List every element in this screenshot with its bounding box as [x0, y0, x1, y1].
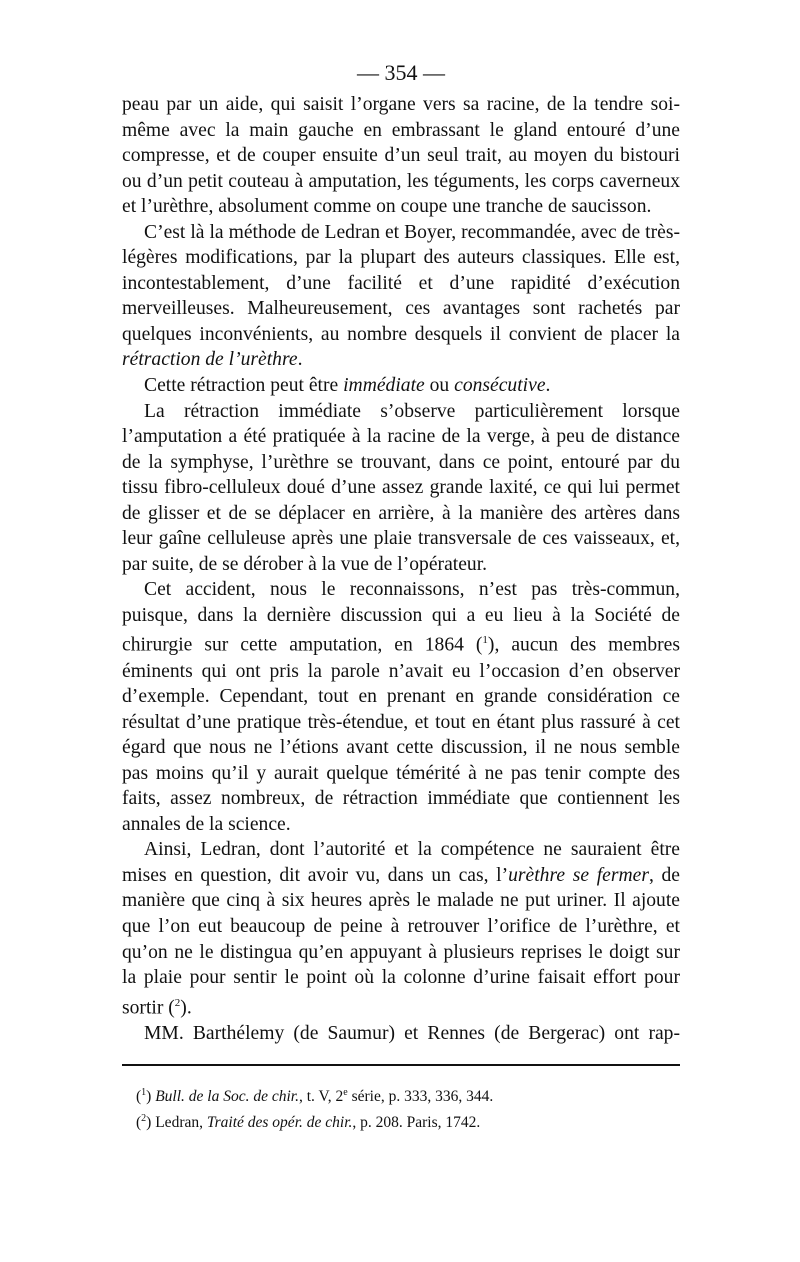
paragraph-2-text-a: C’est là la méthode de Ledran et Boyer, recommandée, avec de très-légères modifications, par la plupart des auteurs classiques. Elle est, incontestablement, d’une facilité et d’une rapidité d’exécution merveilleuses. Malheureusement, ces avantages sont rachetés par quelques inconvénients, au nombre desquels il convient de placer la [122, 221, 680, 345]
footnote-2-text-c: , p. 208. Paris, 1742. [352, 1114, 481, 1132]
paragraph-1: peau par un aide, qui saisit l’organe vers sa racine, de la tendre soi-même avec la main gauche en embrassant le gland entouré d’une compresse, et de couper ensuite d’un seul trait, au moyen du bistouri ou d’un petit couteau à amputation, les téguments, les corps caverneux et l’urèthre, absolument comme on coupe une tranche de saucisson. [122, 94, 680, 218]
footnote-1-text-c: série, p. 333, 336, 344. [347, 1088, 494, 1106]
paragraph-6-text-b: , de manière que cinq à six heures après le malade ne put uriner. Il ajoute que l’on eut beaucoup de peine à retrouver l’orifice de l’urèthre, et qu’on ne le distingua qu’en appuyant à plusieurs reprises le doigt sur la plaie pour sentir le point où la colonne d’urine faisait effort pour sortir ( [122, 864, 680, 1019]
paragraph-2-italic: rétraction de l’urèthre [122, 349, 298, 371]
page-number: — 354 — [357, 60, 445, 85]
paragraph-5-text-a: Cet accident, nous le reconnaissons, n’est pas très-commun, puisque, dans la dernière discussion qui a eu lieu à la Société de chirurgie sur cette amputation, en 1864 ( [122, 579, 680, 657]
footnote-1-mark: 1 [141, 1087, 147, 1099]
footnote-2-text-a: Ledran, [155, 1114, 207, 1132]
footnote-separator [122, 1064, 680, 1066]
footnote-2-italic: Traité des opér. de chir. [206, 1114, 353, 1132]
paragraph-4: La rétraction immédiate s’observe particulièrement lorsque l’amputation a été pratiquée à la racine de la verge, à peu de distance de la symphyse, l’urèthre se trouvant, dans ce point, entouré par du tissu fibro-celluleux doué d’une assez grande laxité, ce qui lui permet de glisser et de se déplacer en arrière, à la manière des artères dans leur gaîne celluleuse après une plaie transversale de ces vaisseaux, et, par suite, de se dérober à la vue de l’opérateur. [122, 400, 680, 575]
paragraph-6 [122, 837, 680, 1020]
paragraph-3-italic-consecutive: consécutive [454, 375, 546, 397]
footnote-1-italic: Bull. de la Soc. de chir. [155, 1088, 299, 1106]
paragraph-3-text-c: . [545, 375, 551, 397]
footnote-2: ($^2$) Ledran, Traité des opér. de chir., p. 208. Paris, 1742. [136, 1113, 481, 1132]
footnote-1: ($^1$) Bull. de la Soc. de chir., t. V, 2e série, p. 333, 336, 344. [136, 1087, 494, 1106]
footnote-ref-2: 2 [174, 996, 181, 1009]
paragraph-3-text-b: ou [424, 375, 455, 397]
body-text [122, 92, 680, 1046]
footnotes [122, 1082, 680, 1134]
paragraph-3 [122, 373, 680, 399]
footnote-2-mark: 2 [141, 1113, 147, 1125]
paragraph-5-text-b: ), aucun des membres éminents qui ont pris la parole n’avait eu l’occasion d’en observer d’exemple. Cependant, tout en prenant en grande considération ce résultat d’une pratique très-étendue, et tout en étant plus rassuré à cet égard que nous ne l’étions avant cette discussion, il ne nous semble pas moins qu’il y aurait quelque témérité à ne pas tenir compte des faits, assez nombreux, de rétraction immédiate que contiennent les annales de la science. [122, 635, 680, 835]
paragraph-2-text-b: . [297, 349, 303, 371]
footnote-1-text-b: , t. V, 2 [299, 1088, 344, 1106]
paragraph-6-text-c: ). [180, 997, 192, 1019]
paragraph-5 [122, 577, 680, 837]
paragraph-7: MM. Barthélemy (de Saumur) et Rennes (de Bergerac) ont rap- [144, 1022, 680, 1044]
paragraph-3-italic-immediate: immédiate [343, 375, 425, 397]
footnote-1-sup: e [343, 1087, 348, 1099]
paragraph-2 [122, 220, 680, 373]
paragraph-3-text-a: Cette rétraction peut être [144, 375, 344, 397]
footnote-ref-1: 1 [482, 634, 488, 647]
paragraph-6-italic: urèthre se fermer [508, 864, 649, 886]
book-page [122, 58, 680, 1135]
paragraph-6-text-a: Ainsi, Ledran, dont l’autorité et la compétence ne sauraient être mises en question, dit avoir vu, dans un cas, l’ [122, 839, 680, 886]
